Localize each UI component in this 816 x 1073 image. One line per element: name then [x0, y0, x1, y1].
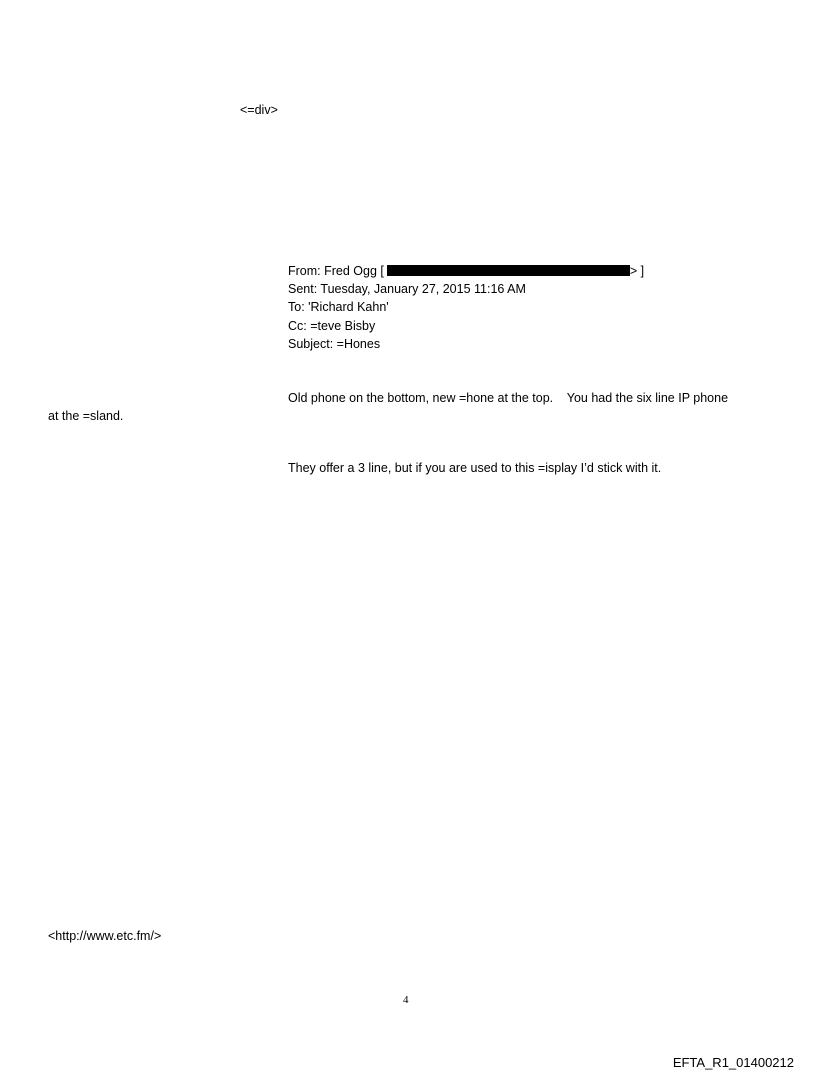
bates-number: EFTA_R1_01400212 [672, 1055, 794, 1070]
sent-line: Sent: Tuesday, January 27, 2015 11:16 AM [288, 282, 526, 297]
to-line: To: 'Richard Kahn' [288, 300, 389, 315]
page-number: 4 [403, 994, 409, 1006]
body-paragraph-1-line-1: Old phone on the bottom, new =hone at the top. You had the six line IP phone [288, 391, 729, 405]
from-line [288, 262, 644, 280]
link-text: <http://www.etc.fm/> [48, 929, 162, 943]
email-header [288, 262, 644, 353]
from-tail: > ] [629, 264, 645, 278]
body-paragraph-1-line-2: at the =sland. [48, 409, 124, 423]
from-label: From: Fred Ogg [ [288, 264, 384, 278]
subject-line: Subject: =Hones [288, 336, 381, 351]
body-paragraph-2: They offer a 3 line, but if you are used to this =isplay I’d stick with it. [288, 461, 662, 475]
redaction-bar [387, 265, 630, 276]
div-tag-text: <=div> [240, 103, 278, 117]
cc-line: Cc: =teve Bisby [288, 318, 376, 333]
